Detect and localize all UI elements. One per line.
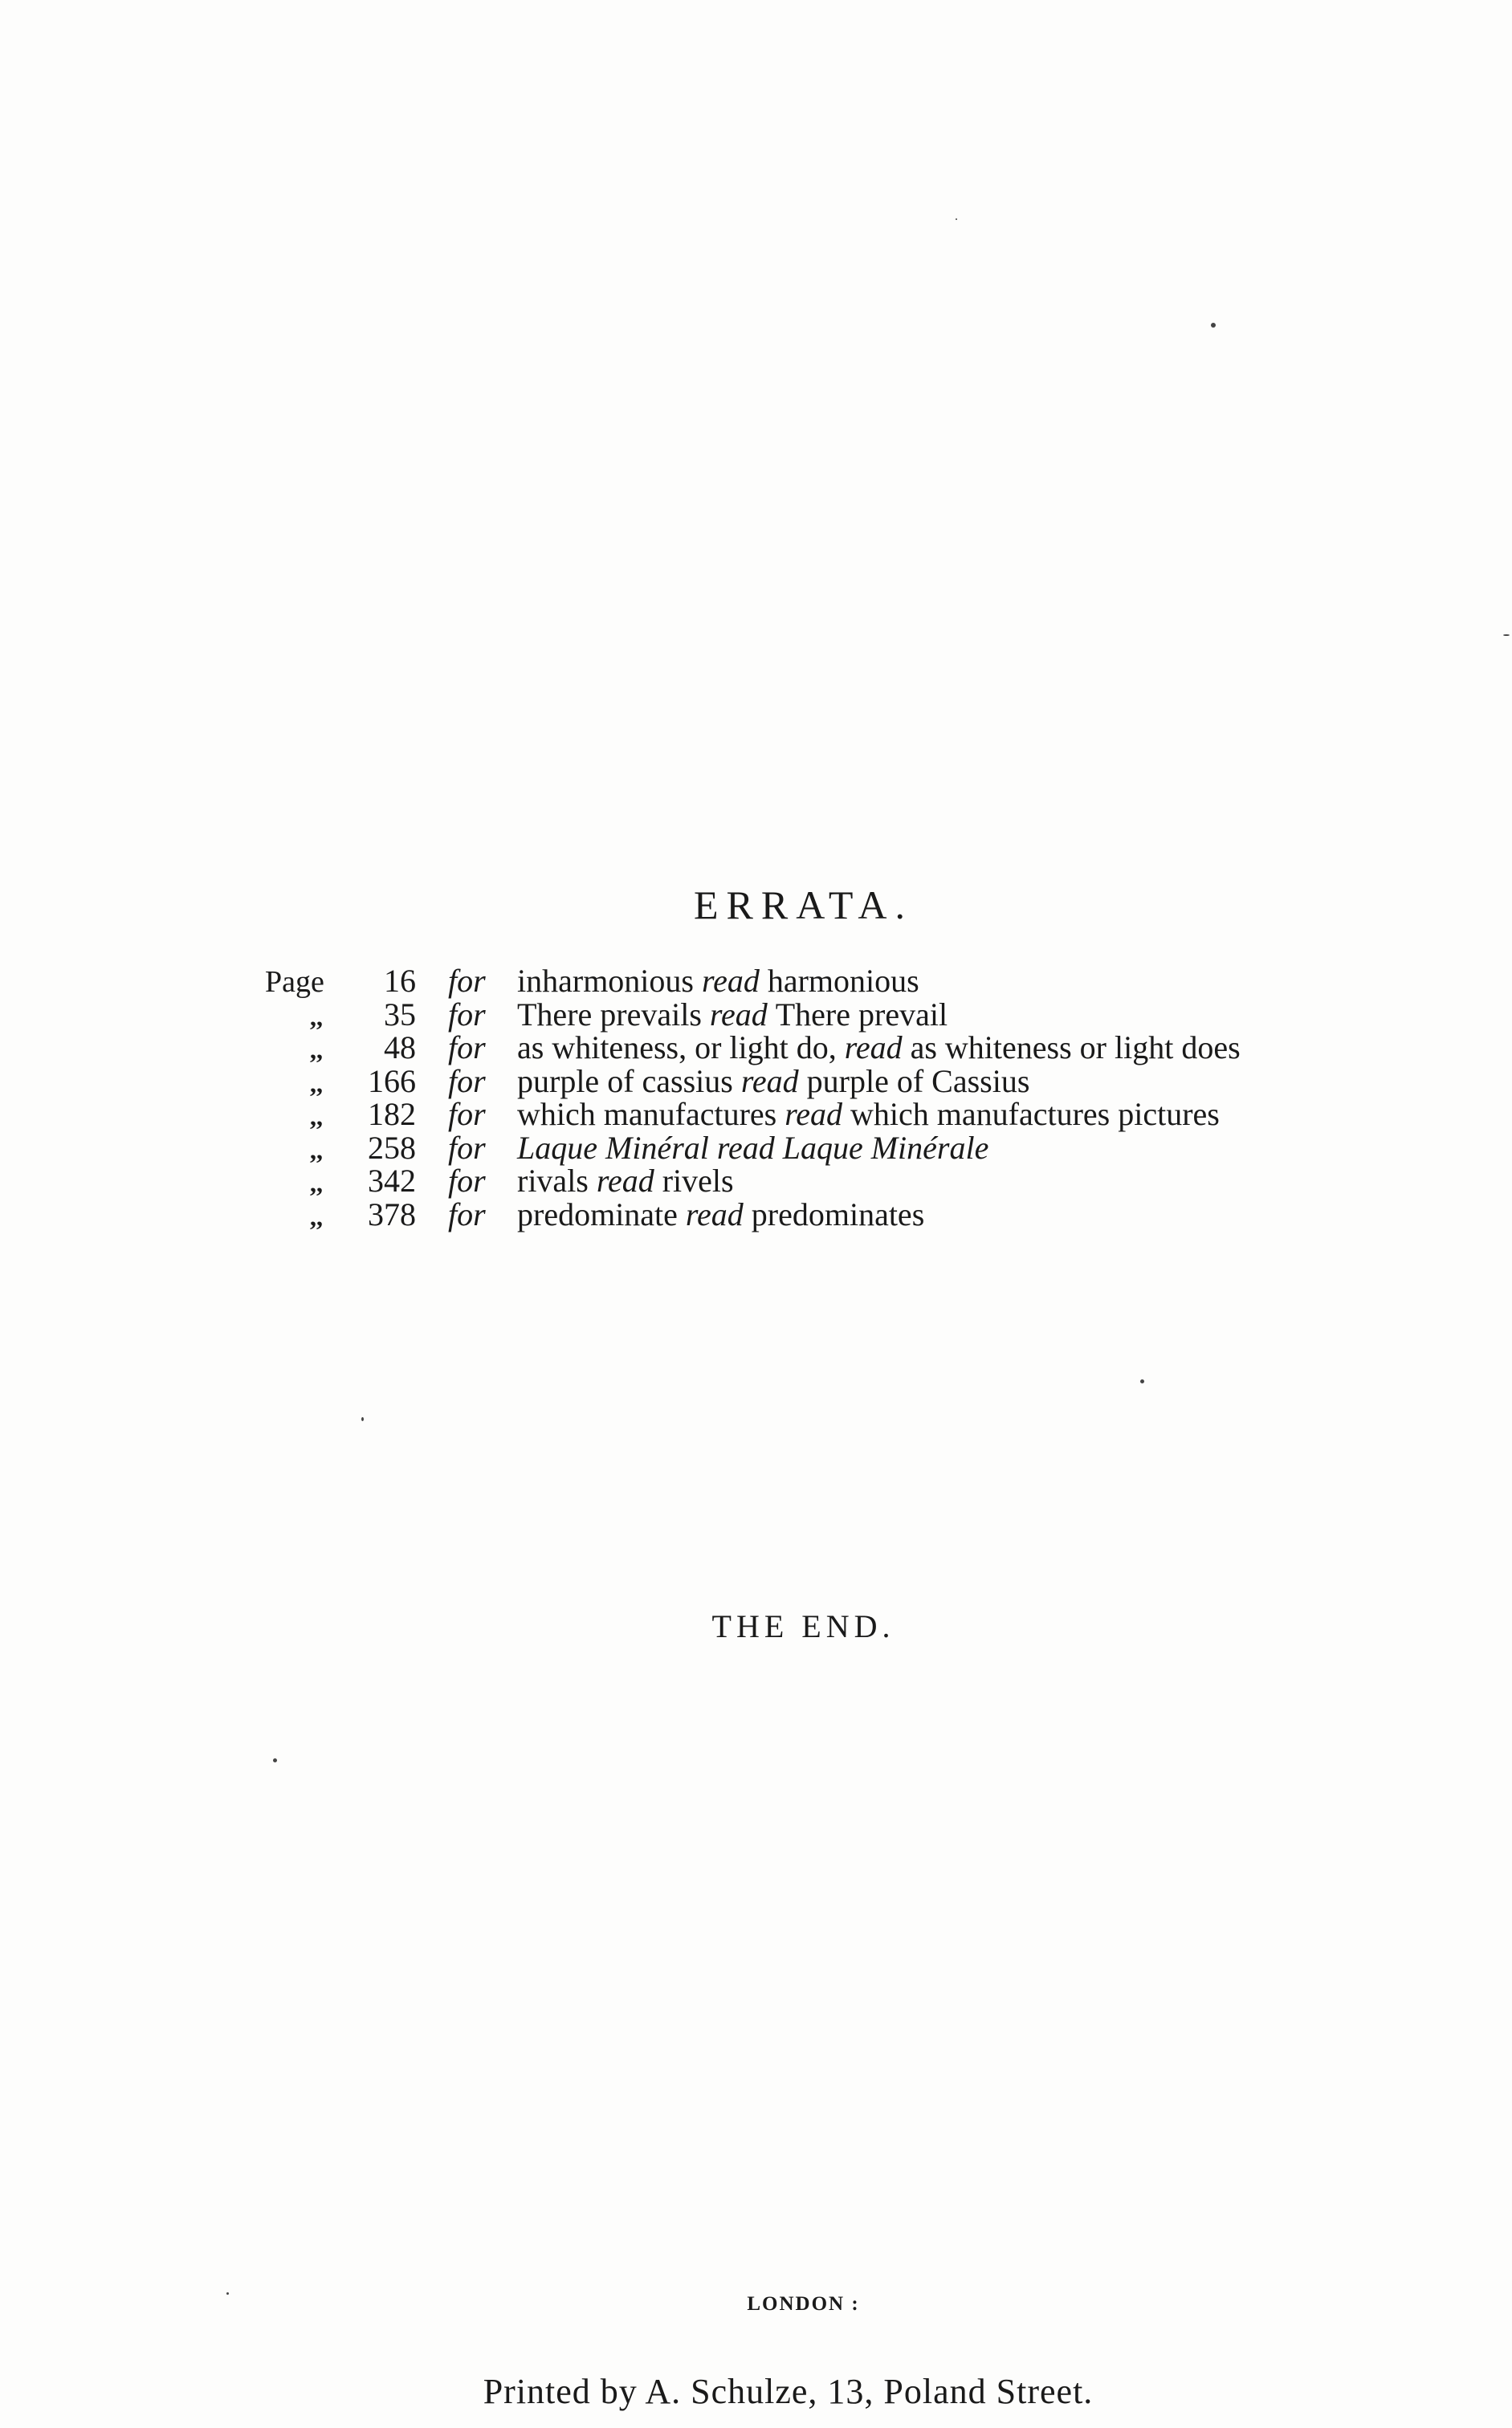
errata-row [265,1162,1405,1199]
errata-page-number: 48 [384,1029,416,1065]
errata-ditto-mark: ,, [310,1001,323,1031]
print-speck [1211,323,1216,328]
errata-read-word: read [701,963,760,999]
errata-wrong-text: Laque Minéral [517,1129,709,1166]
errata-for-word: for [448,1163,486,1199]
errata-wrong-text: purple of cassius [517,1062,733,1099]
errata-wrong-text: inharmonious [517,963,694,999]
errata-correct-text: rivels [662,1163,734,1199]
errata-for-word: for [448,1129,486,1166]
errata-row [265,996,1405,1033]
errata-page-number: 166 [368,1062,416,1099]
errata-page-number: 258 [368,1129,416,1166]
errata-row [265,1196,1405,1232]
the-end-text: THE END. [711,1608,895,1644]
errata-ditto-mark: ,, [310,1035,323,1064]
errata-page-number: 182 [368,1096,416,1132]
errata-correct-text: purple of Cassius [806,1062,1030,1099]
errata-page-number: 378 [368,1196,416,1232]
errata-correct-text: which manufactures pictures [850,1096,1220,1132]
errata-correct-text: harmonious [767,963,919,999]
errata-correct-text: predominates [751,1196,925,1232]
errata-wrong-text: as whiteness, or light do, [517,1029,837,1065]
errata-wrong-text: There prevails [517,996,702,1033]
errata-list [265,962,1405,1232]
errata-read-word: read [596,1163,654,1199]
errata-heading: ERRATA. [694,882,913,927]
errata-for-word: for [448,1062,486,1099]
errata-row [265,1062,1405,1099]
errata-row [265,1095,1405,1132]
errata-wrong-text: which manufactures [517,1096,777,1132]
errata-page-number: 342 [368,1163,416,1199]
errata-for-word: for [448,963,486,999]
errata-read-word: read [709,996,768,1033]
imprint-city: LONDON : [747,2293,860,2315]
print-speck [361,1417,364,1421]
imprint-printer-line: Printed by A. Schulze, 13, Poland Street. [483,2372,1094,2411]
errata-row [265,1029,1405,1065]
errata-correct-text: There prevail [775,996,948,1033]
errata-row [265,1129,1405,1166]
errata-wrong-text: rivals [517,1163,589,1199]
errata-page-prefix: Page [265,965,324,999]
errata-ditto-mark: ,, [310,1201,323,1231]
errata-ditto-mark: ,, [310,1135,323,1164]
errata-for-word: for [448,996,486,1033]
print-speck [226,2292,229,2295]
errata-ditto-mark: ,, [310,1102,323,1130]
errata-wrong-text: predominate [517,1196,678,1232]
print-speck [956,218,957,220]
errata-page-number: 16 [384,963,416,999]
errata-read-word: read [844,1029,903,1065]
print-speck [1503,634,1510,636]
errata-row [265,962,1405,999]
print-speck [273,1758,277,1762]
errata-correct-text: Laque Minérale [782,1129,989,1166]
errata-for-word: for [448,1096,486,1132]
errata-ditto-mark: ,, [310,1168,323,1197]
errata-read-word: read [740,1062,799,1099]
errata-for-word: for [448,1196,486,1232]
errata-page-number: 35 [384,996,416,1033]
errata-read-word: read [685,1196,744,1232]
errata-ditto-mark: ,, [310,1068,323,1098]
errata-read-word: read [785,1096,843,1132]
errata-read-word: read [716,1129,775,1166]
errata-correct-text: as whiteness or light does [910,1029,1241,1065]
errata-for-word: for [448,1029,486,1065]
print-speck [1140,1379,1144,1383]
